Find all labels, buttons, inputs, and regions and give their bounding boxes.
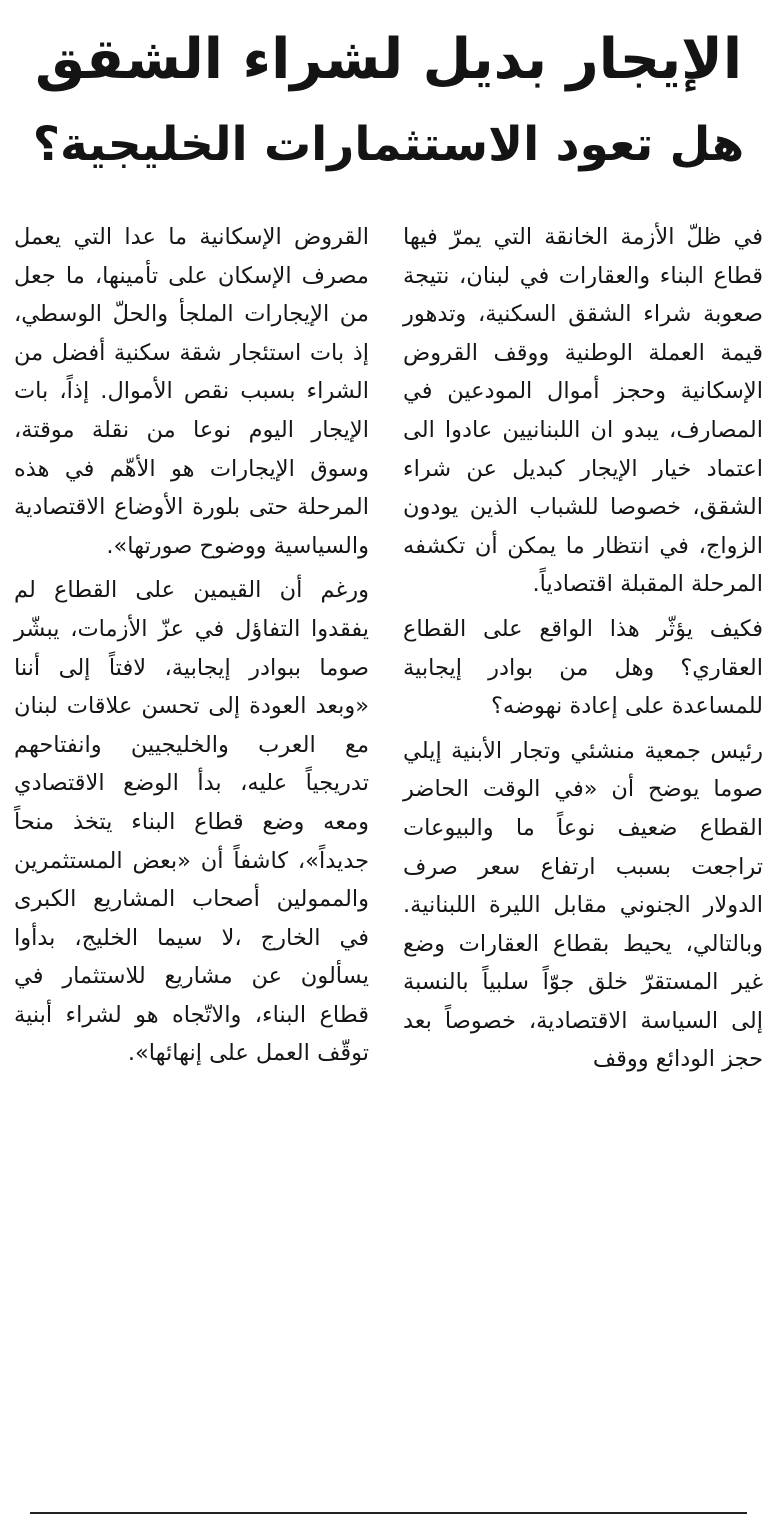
- body-paragraph: في ظلّ الأزمة الخانقة التي يمرّ فيها قطاع البناء والعقارات في لبنان، نتيجة صعوبة شراء الشقق السكنية، وتدهور قيمة العملة الوطنية ووقف القروض الإسكانية وحجز أموال المودعين في المصارف، يبدو ان اللبنانيين عادوا الى اعتماد خيار الإيجار كبديل عن شراء الشقق، خصوصا للشباب الذين يودون الزواج، في انتظار ما يمكن أن تكشفه المرحلة المقبلة اقتصادياً.: [403, 224, 763, 598]
- headline-line-2: هل تعود الاستثمارات الخليجية؟: [32, 117, 745, 172]
- body-paragraph: فكيف يؤثّر هذا الواقع على القطاع العقاري؟ وهل من بوادر إيجابية للمساعدة على إعادة نهوضه؟: [403, 615, 763, 720]
- body-paragraph: ورغم أن القيمين على القطاع لم يفقدوا التفاؤل في عزّ الأزمات، يبشّر صوما ببوادر إيجابية، لافتاً إلى أننا «وبعد العودة إلى تحسن علاقات لبنان مع العرب والخليجيين وانفتاحهم تدريجياً عليه، بدأ الوضع الاقتصادي ومعه وضع قطاع البناء يتخذ منحاً جديداً»، كاشفاً أن «بعض المستثمرين والممولين أصحاب المشاريع الكبرى في الخارج ،لا سيما الخليج، بدأوا يسألون عن مشاريع للاستثمار في قطاع البناء، والاتّجاه هو لشراء أبنية توقّف العمل على إنهائها».: [14, 577, 369, 1067]
- right-column: [403, 218, 763, 1079]
- headline-line-1: الإيجار بديل لشراء الشقق: [34, 27, 743, 92]
- body-paragraph: رئيس جمعية منشئي وتجار الأبنية إيلي صوما يوضح أن «في الوقت الحاضر القطاع ضعيف نوعاً ما والبيوعات تراجعت بسبب ارتفاع سعر صرف الدولار الجنوني مقابل الليرة اللبنانية. وبالتالي، يحيط بقطاع العقارات وضع غير المستقرّ خلق جوّاً سلبياً بالنسبة إلى السياسة الاقتصادية، خصوصاً بعد حجز الودائع ووقف: [403, 737, 763, 1073]
- body-paragraph: القروض الإسكانية ما عدا التي يعمل مصرف الإسكان على تأمينها، ما جعل من الإيجارات الملجأ والحلّ الوسطي، إذ بات استئجار شقة سكنية أفضل من الشراء بسبب نقص الأموال. إذاً، بات الإيجار اليوم نوعا من نقلة موقتة، وسوق الإيجارات هو الأهّم في هذه المرحلة حتى بلورة الأوضاع الاقتصادية والسياسية ووضوح صورتها».: [14, 224, 369, 559]
- left-column: [14, 218, 369, 1073]
- bottom-rule-divider: [30, 1512, 747, 1514]
